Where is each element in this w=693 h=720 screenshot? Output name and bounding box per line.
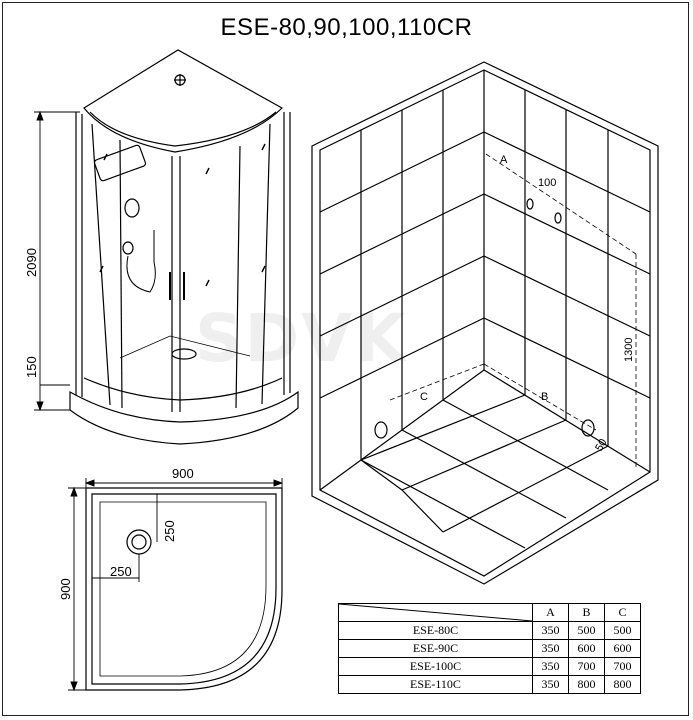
table-cell-c: 600 [605, 640, 641, 658]
cabin-height-label: 2090 [24, 248, 39, 277]
table-row [339, 676, 641, 694]
table-header-a: A [533, 604, 569, 622]
table-cell-c: 500 [605, 622, 641, 640]
table-cell-b: 700 [569, 658, 605, 676]
dimensions-table [338, 603, 641, 694]
room-label-100: 100 [538, 177, 557, 189]
water-inlet-hot-icon [527, 199, 533, 209]
table-cell-model: ESE-100C [339, 658, 533, 676]
bathroom-perspective [312, 62, 658, 584]
page-title: ESE-80,90,100,110CR [220, 14, 473, 41]
drain-offset-y-label: 250 [162, 520, 177, 542]
room-label-50: 50 [593, 436, 610, 454]
room-label-a: A [500, 154, 508, 166]
watermark-brand: SDVK [195, 300, 408, 377]
table-row [339, 640, 641, 658]
table-header-c: C [605, 604, 641, 622]
tray-height-label: 150 [24, 356, 39, 378]
table-cell-a: 350 [533, 640, 569, 658]
room-label-b: B [541, 391, 549, 403]
cabin-dimensions [34, 112, 80, 410]
tray-width-label: 900 [172, 466, 194, 481]
table-header-b: B [569, 604, 605, 622]
table-cell-c: 800 [605, 676, 641, 694]
tray-plan-drawing [86, 488, 282, 690]
diagonal-line [339, 604, 532, 621]
drain-icon [127, 530, 151, 554]
table-header-row [339, 604, 641, 622]
table-cell-a: 350 [533, 676, 569, 694]
room-label-c: C [420, 391, 428, 403]
table-cell-a: 350 [533, 658, 569, 676]
room-label-1300: 1300 [623, 337, 635, 362]
shower-cabin-drawing [70, 50, 298, 444]
hand-shower-icon [123, 242, 133, 254]
table-cell-model: ESE-110C [339, 676, 533, 694]
table-cell-b: 500 [569, 622, 605, 640]
drain-outlet-left-icon [375, 422, 387, 438]
table-row [339, 622, 641, 640]
table-cell-b: 800 [569, 676, 605, 694]
table-cell-model: ESE-90C [339, 640, 533, 658]
table-cell-model: ESE-80C [339, 622, 533, 640]
table-cell-b: 600 [569, 640, 605, 658]
table-cell-a: 350 [533, 622, 569, 640]
drain-offset-x-label: 250 [110, 564, 132, 579]
table-row [339, 658, 641, 676]
tray-depth-label: 900 [58, 578, 73, 600]
table-corner-cell [339, 604, 533, 622]
water-inlet-cold-icon [555, 213, 561, 223]
mixer-icon [125, 199, 139, 217]
table-cell-c: 700 [605, 658, 641, 676]
